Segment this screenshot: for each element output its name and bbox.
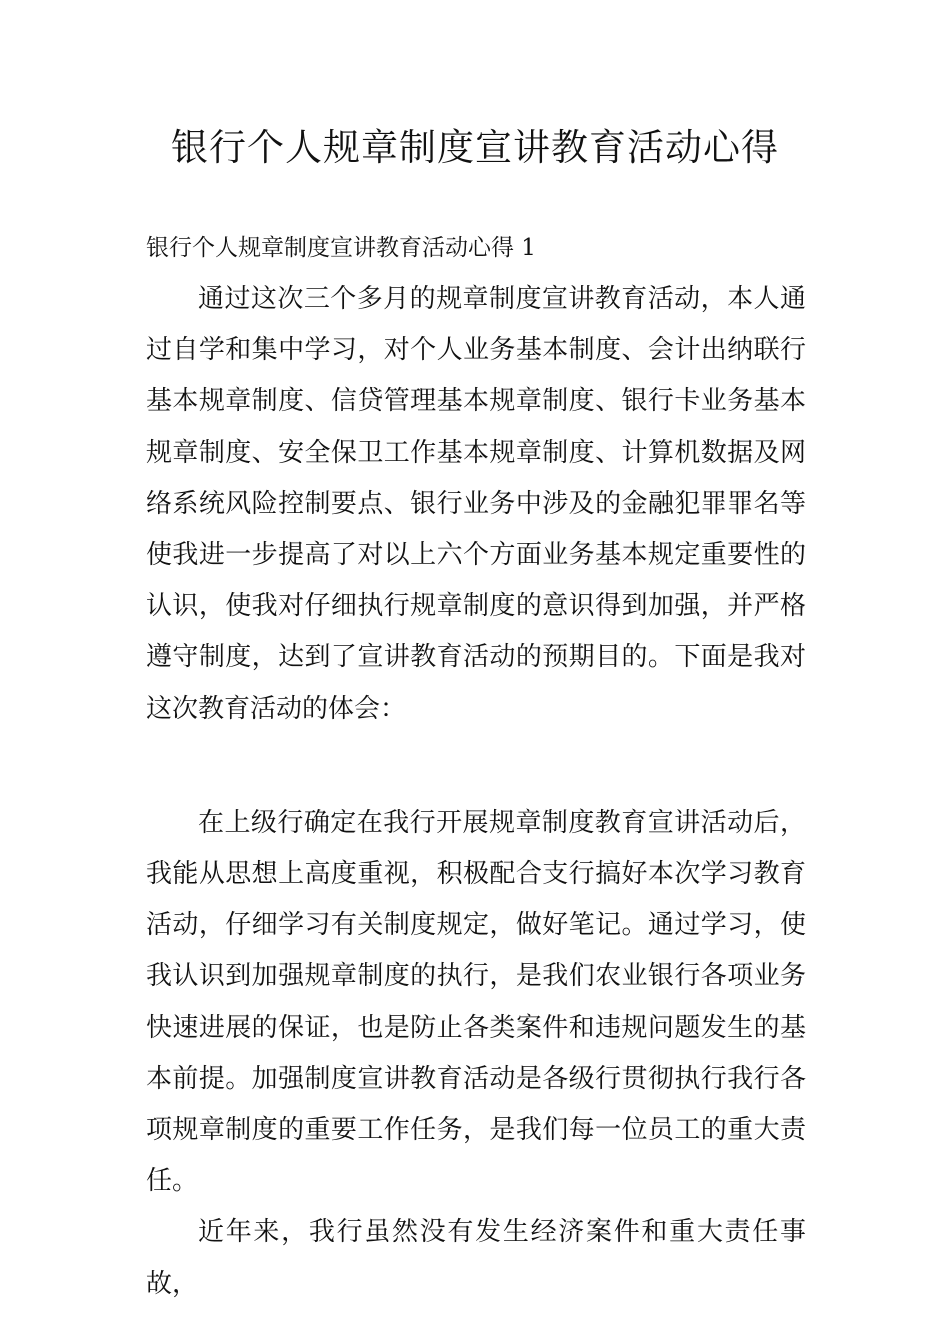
body-paragraph: 在上级行确定在我行开展规章制度教育宣讲活动后，我能从思想上高度重视，积极配合支行搞好本次学习教育活动，仔细学习有关制度规定，做好笔记。通过学习，使我认识到加强规章制度的执行，是我们农业银行各项业务快速进展的保证，也是防止各类案件和违规问题发生的基本前提。加强制度宣讲教育活动是各级行贯彻执行我行各项规章制度的重要工作任务，是我们每一位员工的重大责任。 bbox=[146, 807, 806, 1197]
body-paragraph: 近年来，我行虽然没有发生经济案件和重大责任事故， bbox=[146, 1217, 806, 1299]
paragraph-spacer bbox=[146, 735, 806, 798]
document-body bbox=[146, 223, 806, 1310]
section-heading: 银行个人规章制度宣讲教育活动心得 1 bbox=[146, 235, 536, 261]
document-title: 银行个人规章制度宣讲教育活动心得 bbox=[171, 126, 779, 169]
body-paragraph: 通过这次三个多月的规章制度宣讲教育活动，本人通过自学和集中学习，对个人业务基本制度、会计出纳联行基本规章制度、信贷管理基本规章制度、银行卡业务基本规章制度、安全保卫工作基本规章制度、计算机数据及网络系统风险控制要点、银行业务中涉及的金融犯罪罪名等使我进一步提高了对以上六个方面业务基本规定重要性的认识，使我对仔细执行规章制度的意识得到加强，并严格遵守制度，达到了宣讲教育活动的预期目的。下面是我对这次教育活动的体会： bbox=[146, 284, 806, 724]
